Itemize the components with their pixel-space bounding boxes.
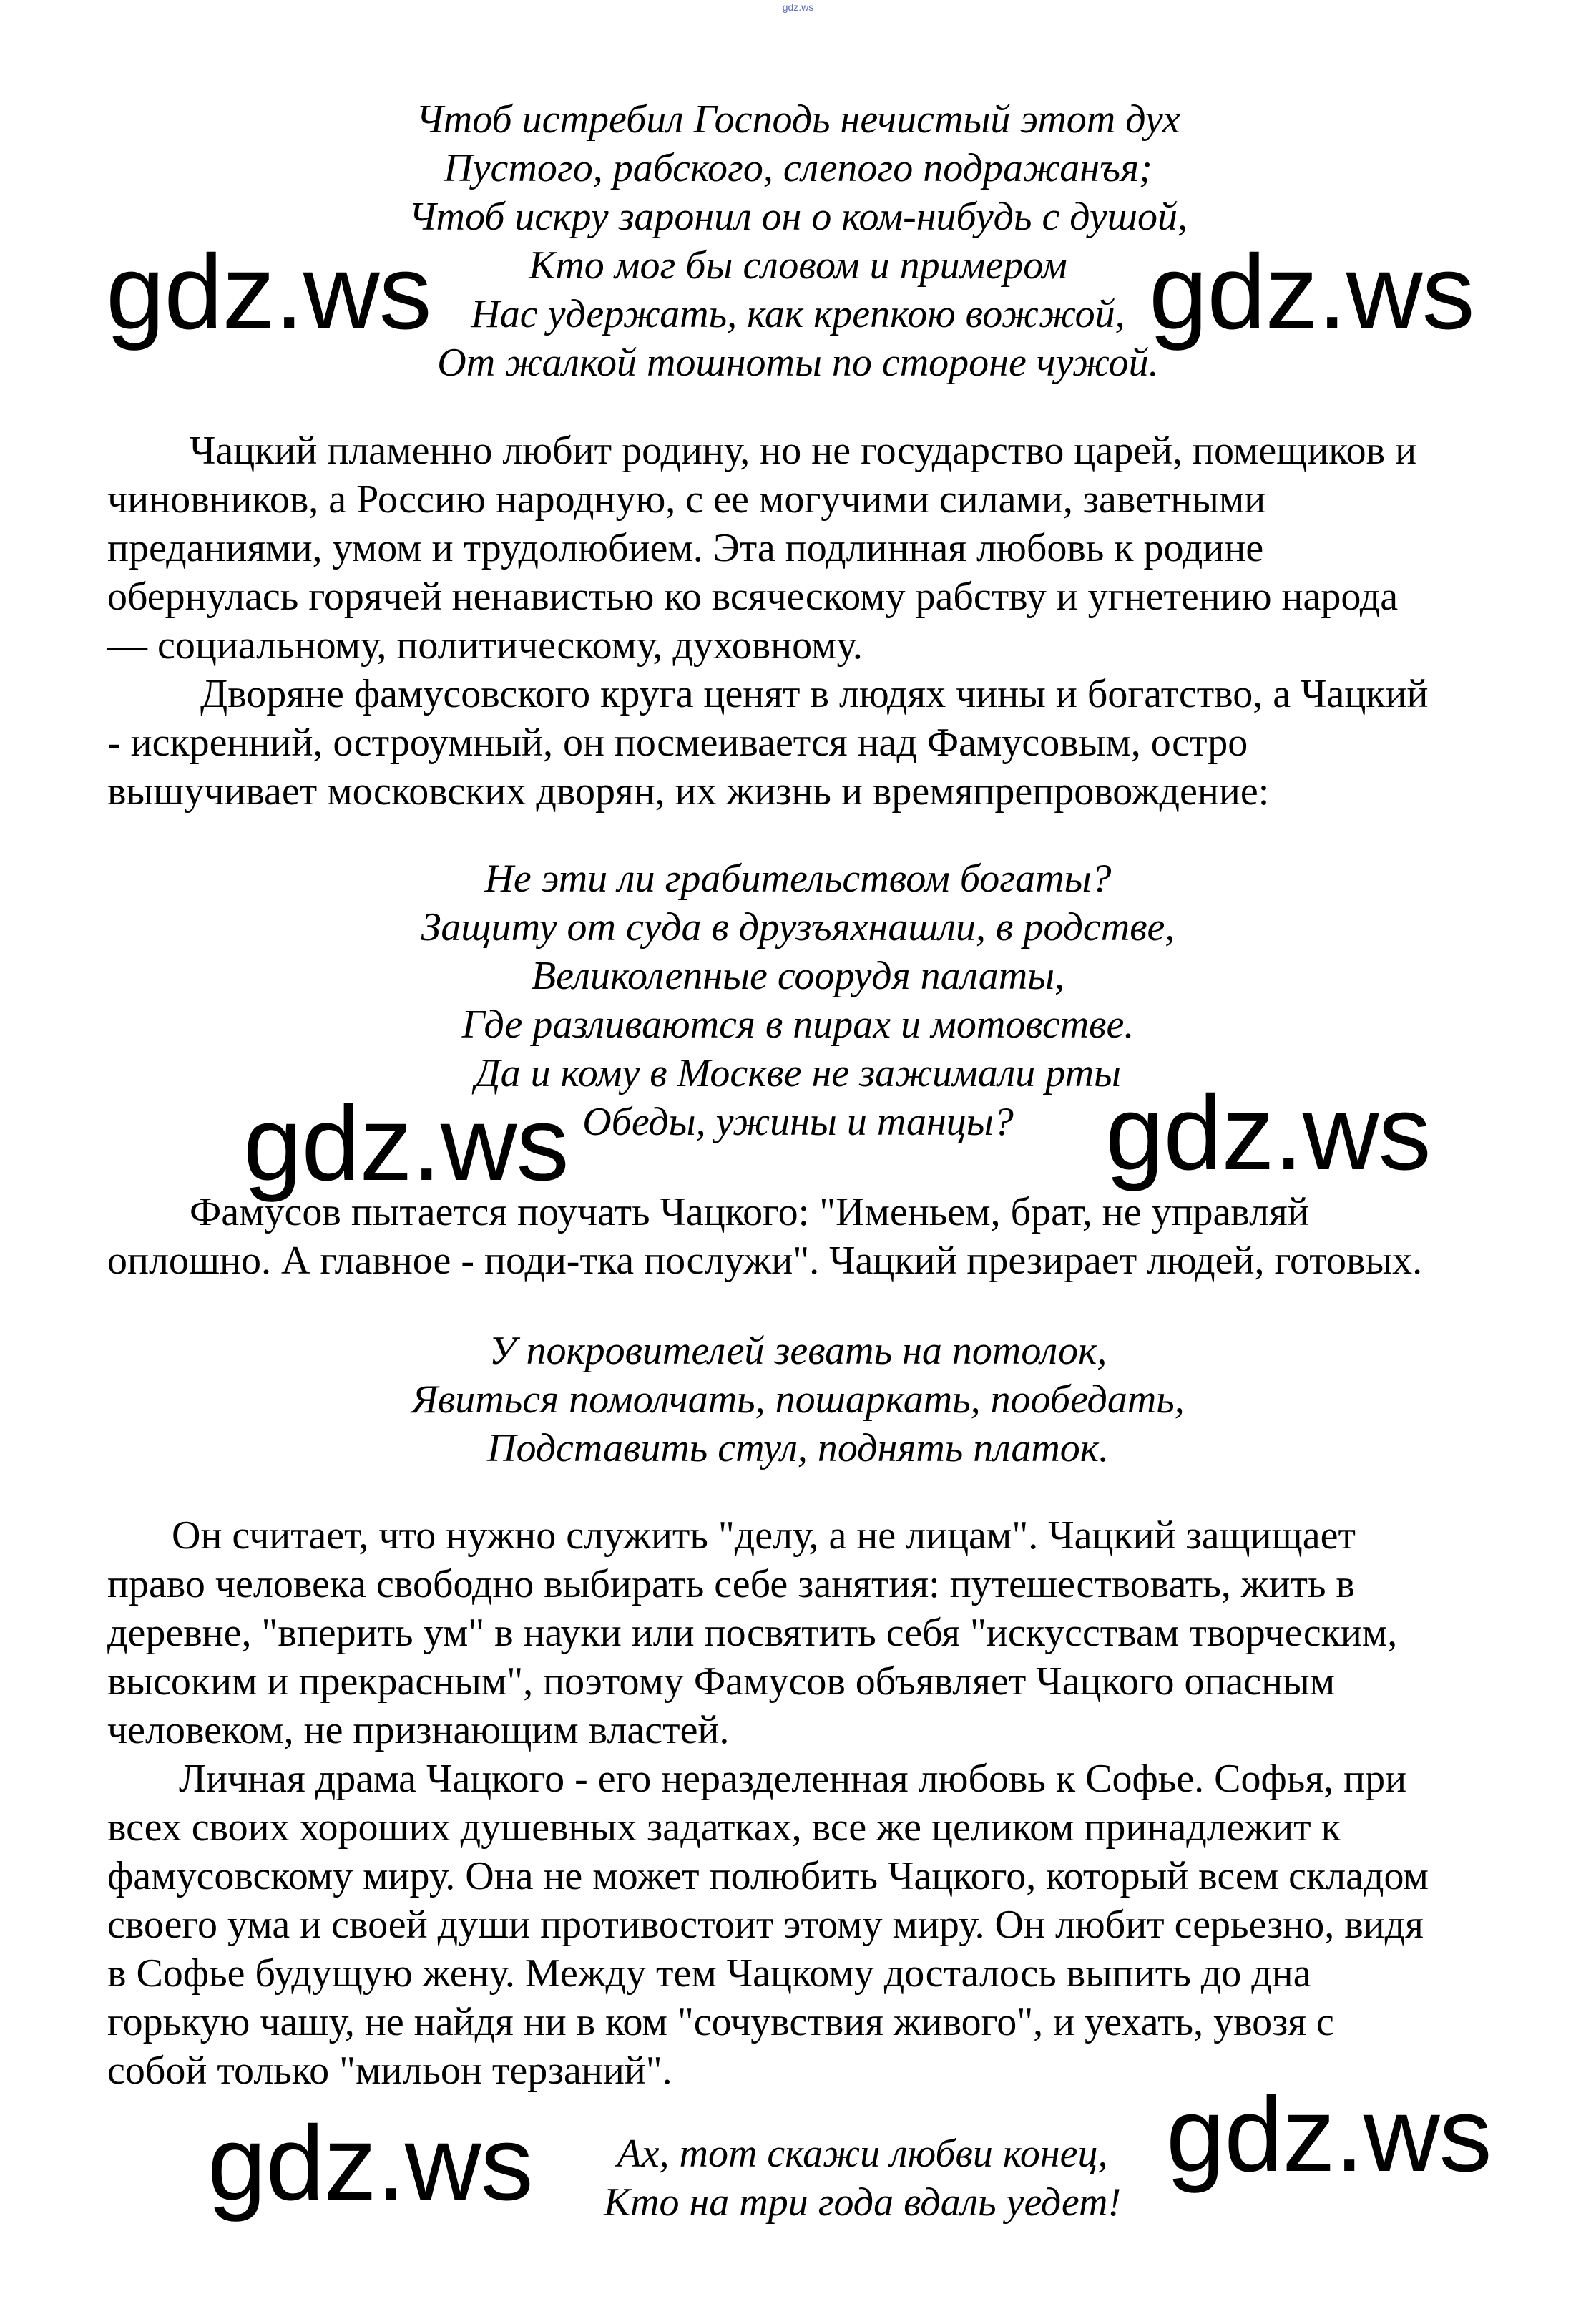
poem-line: Чтоб искру заронил он о ком-нибудь с душой, bbox=[408, 195, 1188, 239]
watermark-logo: gdz.ws bbox=[207, 2104, 533, 2222]
text-line: право человека свободно выбирать себе занятия: путешествовать, жить в bbox=[107, 1562, 1355, 1606]
poem-line: Не эти ли грабительством богаты? bbox=[484, 856, 1112, 901]
text-line: Фамусов пытается поучать Чацкого: "Именьем, брат, не управляй bbox=[190, 1190, 1309, 1234]
paragraph-2 bbox=[107, 670, 1509, 816]
poem-line: Ах, тот скажи любви конец, bbox=[617, 2132, 1108, 2176]
poem-line: Великолепные соорудя палаты, bbox=[531, 954, 1065, 998]
poem-line: Явиться помолчать, пошаркать, пообедать, bbox=[411, 1377, 1185, 1422]
poem-line: Защиту от суда в друзъяхнашли, в родстве, bbox=[421, 905, 1175, 950]
text-line: своего ума и своей души противостоит этому миру. Он любит серьезно, видя bbox=[107, 1903, 1424, 1947]
poem-line: Подставить стул, поднять платок. bbox=[487, 1426, 1109, 1470]
text-line: горькую чашу, не найдя ни в ком "сочувствия живого", и уехать, увозя с bbox=[107, 2000, 1334, 2044]
text-line: Личная драма Чацкого - его неразделенная любовь к Софье. Софья, при bbox=[179, 1757, 1407, 1801]
watermark-logo: gdz.ws bbox=[243, 1085, 569, 1203]
text-line: оплошно. А главное - поди-тка послужи". Чацкий презирает людей, готовых. bbox=[107, 1239, 1423, 1283]
text-line: Чацкий пламенно любит родину, но не государство царей, помещиков и bbox=[190, 429, 1417, 473]
poem-line: У покровителей зевать на потолок, bbox=[489, 1329, 1107, 1373]
poem-line: Да и кому в Москве не зажимали рты bbox=[475, 1051, 1121, 1095]
text-line: высоким и прекрасным", поэтому Фамусов объявляет Чацкого опасным bbox=[107, 1659, 1336, 1704]
text-line: — социальному, политическому, духовному. bbox=[107, 623, 863, 668]
paragraph-5 bbox=[107, 1754, 1509, 2095]
text-line: Он считает, что нужно служить "делу, а не лицам". Чацкий защищает bbox=[172, 1513, 1356, 1558]
text-line: человеком, не признающим властей. bbox=[107, 1708, 730, 1752]
text-line: Дворяне фамусовского круга ценят в людях чины и богатство, а Чацкий bbox=[200, 672, 1429, 716]
text-line: фамусовскому миру. Она не может полюбить Чацкого, который всем складом bbox=[107, 1854, 1429, 1898]
paragraph-1 bbox=[107, 426, 1509, 670]
watermark-logo: gdz.ws bbox=[1166, 2076, 1492, 2194]
text-line: обернулась горячей ненавистью ко всяческому рабству и угнетению народа bbox=[107, 575, 1399, 619]
poem-line: Чтоб истребил Господь нечистый этот дух bbox=[416, 97, 1180, 142]
text-line: преданиями, умом и трудолюбием. Эта подлинная любовь к родине bbox=[107, 526, 1264, 570]
watermark-logo: gdz.ws bbox=[1149, 233, 1474, 351]
text-line: деревне, "вперить ум" в науки или посвятить себя "искусствам творческим, bbox=[107, 1611, 1398, 1655]
text-line: всех своих хороших душевных задатках, все же целиком принадлежит к bbox=[107, 1805, 1341, 1850]
poem-line: От жалкой тошноты по стороне чужой. bbox=[437, 341, 1159, 385]
poem-line: Пустого, рабского, слепого подражанъя; bbox=[444, 146, 1152, 190]
text-line: в Софье будущую жену. Между тем Чацкому досталось выпить до дна bbox=[107, 1951, 1311, 1996]
poem-line: Кто мог бы словом и примером bbox=[529, 243, 1067, 288]
poem-line: Нас удержать, как крепкою вожжой, bbox=[471, 292, 1125, 336]
text-line: вышучивает московских дворян, их жизнь и времяпрепровождение: bbox=[107, 769, 1270, 814]
header-watermark: gdz.ws bbox=[782, 1, 814, 13]
text-line: собой только "мильон терзаний". bbox=[107, 2049, 672, 2093]
text-line: чиновников, а Россию народную, с ее могучими силами, заветными bbox=[107, 477, 1266, 522]
poem-line: Кто на три года вдаль уедет! bbox=[603, 2180, 1122, 2225]
paragraph-4 bbox=[107, 1511, 1509, 1754]
poem-line: Где разливаются в пирах и мотовстве. bbox=[461, 1002, 1135, 1047]
poem-stanza-3 bbox=[0, 1327, 1596, 1473]
poem-line: Обеды, ужины и танцы? bbox=[582, 1100, 1014, 1144]
text-line: - искренний, остроумный, он посмеивается над Фамусовым, остро bbox=[107, 721, 1248, 765]
watermark-logo: gdz.ws bbox=[1105, 1074, 1431, 1192]
watermark-logo: gdz.ws bbox=[106, 233, 431, 351]
